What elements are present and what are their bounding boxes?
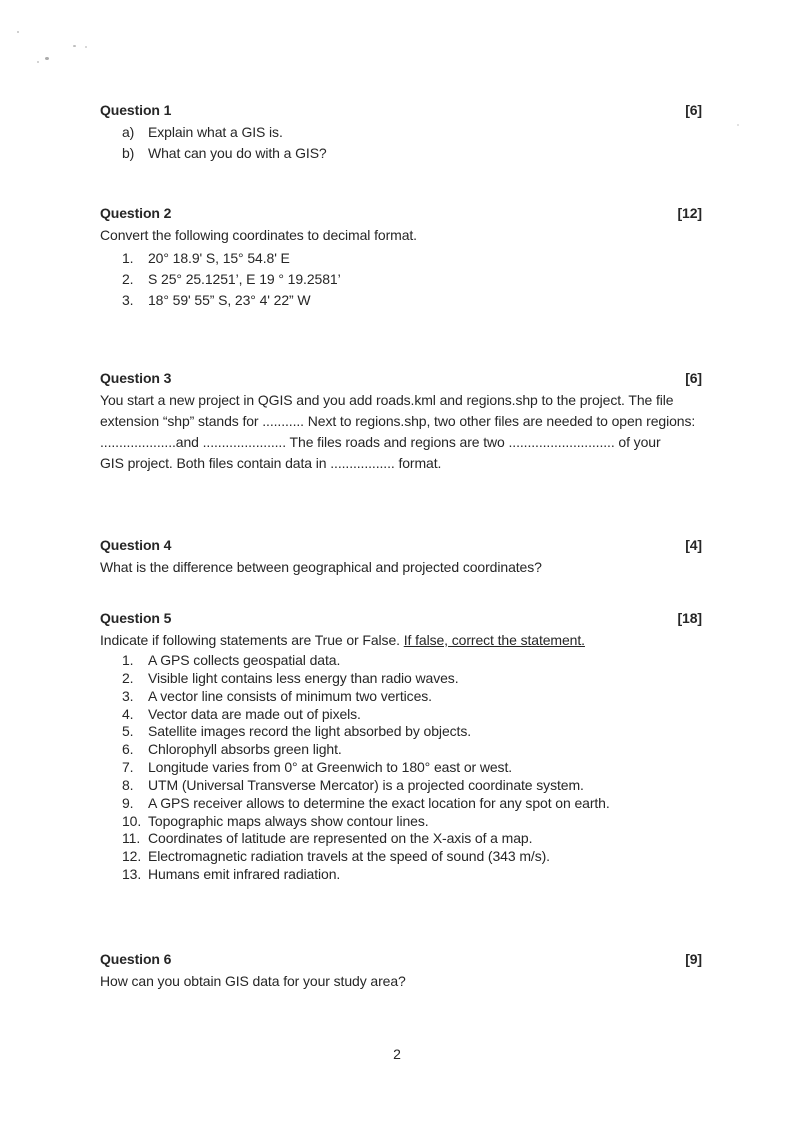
- list-label: 2.: [122, 669, 134, 686]
- statement-text: A GPS receiver allows to determine the exact location for any spot on earth.: [148, 794, 610, 811]
- list-item: [122, 706, 702, 724]
- list-label: 1.: [122, 250, 134, 266]
- scan-speck: [37, 61, 39, 63]
- scan-speck: [73, 45, 76, 47]
- coordinate-text: 20° 18.9' S, 15° 54.8' E: [148, 250, 290, 266]
- list-item: [122, 723, 702, 741]
- list-label: a): [122, 124, 135, 140]
- list-item: [122, 248, 702, 269]
- page-number: 2: [393, 1046, 401, 1062]
- question-marks: [6]: [685, 102, 702, 118]
- statement-text: Longitude varies from 0° at Greenwich to 180° east or west.: [148, 759, 513, 776]
- question-intro: [100, 630, 702, 651]
- question-6-header: [100, 950, 702, 969]
- question-marks: [12]: [677, 205, 702, 221]
- list-item: [122, 830, 702, 848]
- question-title: Question 5: [100, 610, 172, 626]
- question-4: [100, 536, 702, 578]
- list-label: 9.: [122, 794, 134, 811]
- list-item: [122, 670, 702, 688]
- statement-text: Visible light contains less energy than radio waves.: [148, 669, 459, 686]
- list-label: 12.: [122, 848, 142, 865]
- list-label: 6.: [122, 741, 134, 758]
- question-4-header: [100, 536, 702, 555]
- list-item: [122, 122, 702, 143]
- question-marks: [18]: [677, 610, 702, 626]
- intro-normal: Indicate if following statements are True or False.: [100, 632, 404, 648]
- list-label: 4.: [122, 705, 134, 722]
- statement-text: A GPS collects geospatial data.: [148, 652, 341, 668]
- list-item: [122, 848, 702, 866]
- question-intro: Convert the following coordinates to decimal format.: [100, 227, 417, 243]
- scan-speck: [17, 31, 19, 33]
- list-label: 10.: [122, 812, 142, 829]
- list-label: 3.: [122, 687, 134, 704]
- question-3-paragraph: [100, 390, 702, 474]
- list-item: [122, 290, 702, 311]
- list-item: [122, 777, 702, 795]
- list-label: 8.: [122, 776, 134, 793]
- question-3-header: [100, 369, 702, 388]
- list-item: [122, 866, 702, 884]
- list-text: Explain what a GIS is.: [148, 124, 283, 140]
- statement-text: Chlorophyll absorbs green light.: [148, 741, 342, 758]
- question-intro: How can you obtain GIS data for your study area?: [100, 973, 406, 989]
- list-label: 2.: [122, 271, 134, 287]
- list-item: [122, 143, 702, 164]
- list-label: 7.: [122, 759, 134, 776]
- question-title: Question 6: [100, 951, 172, 967]
- question-intro: What is the difference between geographical and projected coordinates?: [100, 559, 542, 575]
- list-item: [122, 795, 702, 813]
- statement-text: A vector line consists of minimum two vertices.: [148, 687, 432, 704]
- list-label: 1.: [122, 652, 134, 668]
- list-item: [122, 741, 702, 759]
- question-5-list: [100, 652, 702, 884]
- question-marks: [9]: [685, 951, 702, 967]
- question-title: Question 3: [100, 370, 172, 386]
- list-label: 13.: [122, 866, 142, 883]
- question-5-header: [100, 609, 702, 628]
- question-3: [100, 369, 702, 474]
- paragraph-line: extension “shp” stands for ........... Next to regions.shp, two other files are needed to open regions:: [100, 413, 696, 429]
- statement-text: Humans emit infrared radiation.: [148, 866, 341, 883]
- question-2: [100, 204, 702, 311]
- coordinate-text: 18° 59' 55” S, 23° 4' 22” W: [148, 292, 311, 308]
- intro-underlined: If false, correct the statement.: [403, 632, 585, 648]
- question-title: Question 4: [100, 537, 172, 553]
- question-title: Question 1: [100, 102, 172, 118]
- statement-text: Electromagnetic radiation travels at the speed of sound (343 m/s).: [148, 848, 550, 865]
- list-item: [122, 688, 702, 706]
- statement-text: UTM (Universal Transverse Mercator) is a projected coordinate system.: [148, 776, 584, 793]
- question-1: [100, 101, 702, 164]
- question-title: Question 2: [100, 205, 172, 221]
- question-marks: [4]: [685, 537, 702, 553]
- question-2-header: [100, 204, 702, 223]
- scan-speck: [737, 124, 739, 126]
- question-5: [100, 609, 702, 884]
- paragraph-line: GIS project. Both files contain data in ................. format.: [100, 455, 442, 471]
- statement-text: Topographic maps always show contour lines.: [148, 812, 429, 829]
- scan-speck: [85, 46, 87, 48]
- statement-text: Coordinates of latitude are represented on the X-axis of a map.: [148, 830, 533, 847]
- scan-speck: [45, 57, 49, 60]
- list-label: b): [122, 145, 135, 161]
- coordinate-text: S 25° 25.1251’, E 19 ° 19.2581’: [148, 271, 341, 287]
- question-1-subitems: [100, 122, 702, 164]
- list-item: [122, 813, 702, 831]
- question-2-list: [100, 248, 702, 311]
- list-label: 11.: [122, 830, 141, 847]
- paragraph-line: You start a new project in QGIS and you add roads.kml and regions.shp to the project. The file: [100, 392, 674, 408]
- list-item: [122, 269, 702, 290]
- list-item: [122, 652, 702, 670]
- question-6: [100, 950, 702, 992]
- statement-text: Vector data are made out of pixels.: [148, 705, 361, 722]
- list-text: What can you do with a GIS?: [148, 145, 327, 161]
- question-marks: [6]: [685, 370, 702, 386]
- statement-text: Satellite images record the light absorbed by objects.: [148, 723, 472, 740]
- question-1-header: [100, 101, 702, 120]
- list-label: 5.: [122, 723, 134, 740]
- list-label: 3.: [122, 292, 134, 308]
- paragraph-line: ....................and ...................... The files roads and regions are two ............................ of your: [100, 434, 661, 450]
- list-item: [122, 759, 702, 777]
